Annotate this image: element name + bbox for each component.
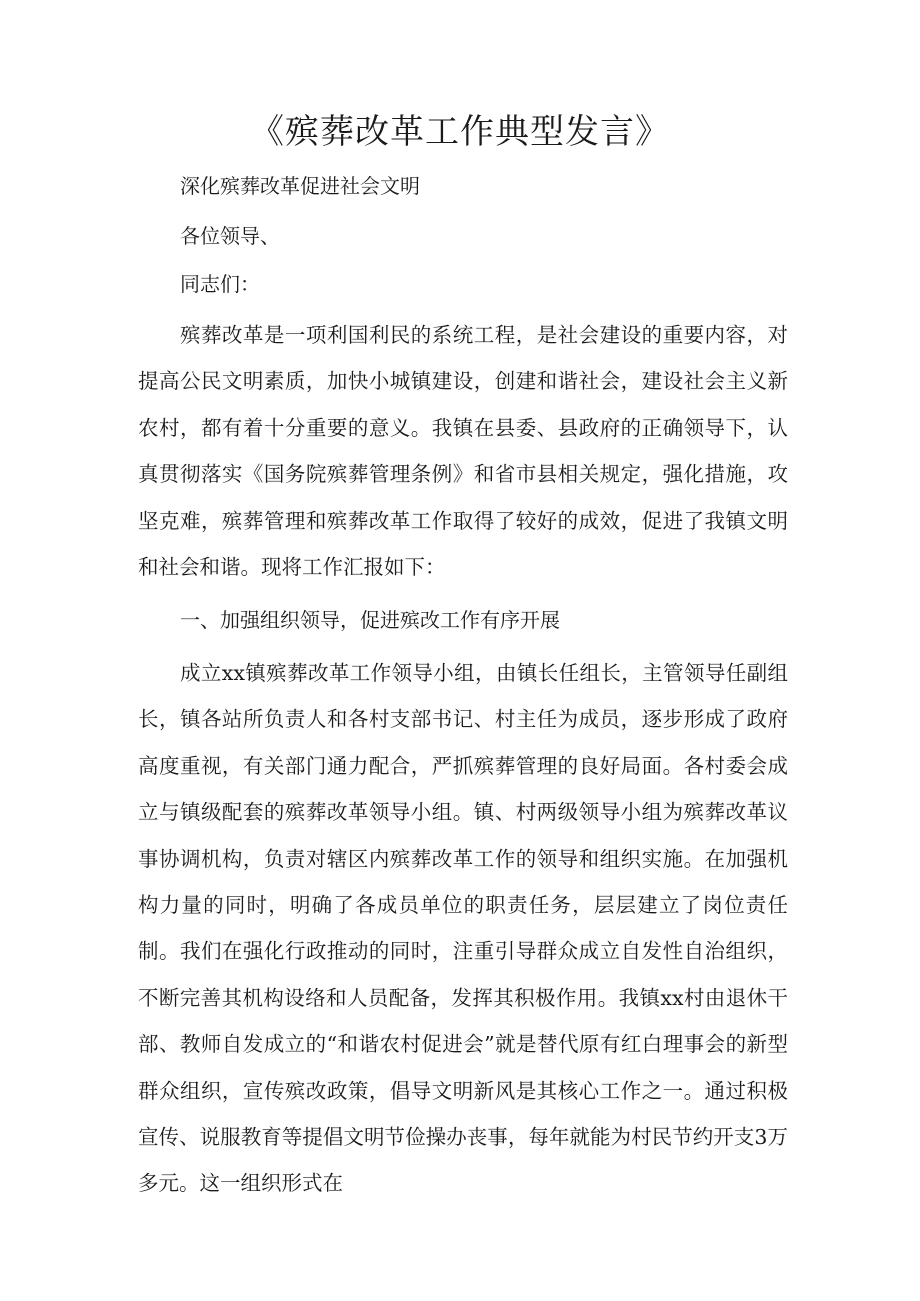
document-title: 《殡葬改革工作典型发言》 <box>250 112 670 152</box>
paragraph-organization: 成立xx镇殡葬改革工作领导小组，由镇长任组长，主管领导任副组长，镇各站所负责人和各村支部书记、村主任为成员，逐步形成了政府高度重视，有关部门通力配合，严抓殡葬管理的良好局面。各村委会成立与镇级配套的殡葬改革领导小组。镇、村两级领导小组为殡葬改革议事协调机构，负责对辖区内殡葬改革工作的领导和组织实施。在加强机构力量的同时，明确了各成员单位的职责任务，层层建立了岗位责任制。我们在强化行政推动的同时，注重引导群众成立自发性自治组织，不断完善其机构设络和人员配备，发挥其积极作用。我镇xx村由退休干部、教师自发成立的“和谐农村促进会”就是替代原有红白理事会的新型群众组织，宣传殡改政策，倡导文明新风是其核心工作之一。通过积极宣传、说服教育等提倡文明节俭操办丧事，每年就能为村民节约开支3万多元。这一组织形式在 <box>138 661 788 1196</box>
salutation-comrades: 同志们： <box>180 272 260 296</box>
salutation-leaders: 各位领导、 <box>180 224 280 248</box>
paragraph-introduction: 殡葬改革是一项利国利民的系统工程，是社会建设的重要内容，对提高公民文明素质，加快小城镇建设，创建和谐社会，建设社会主义新农村，都有着十分重要的意义。我镇在县委、县政府的正确领导下，认真贯彻落实《国务院殡葬管理条例》和省市县相关规定，强化措施，攻坚克难，殡葬管理和殡葬改革工作取得了较好的成效，促进了我镇文明和社会和谐。现将工作汇报如下： <box>138 323 788 580</box>
document-subtitle: 深化殡葬改革促进社会文明 <box>180 174 420 198</box>
section-heading-1: 一、加强组织领导，促进殡改工作有序开展 <box>180 608 560 632</box>
